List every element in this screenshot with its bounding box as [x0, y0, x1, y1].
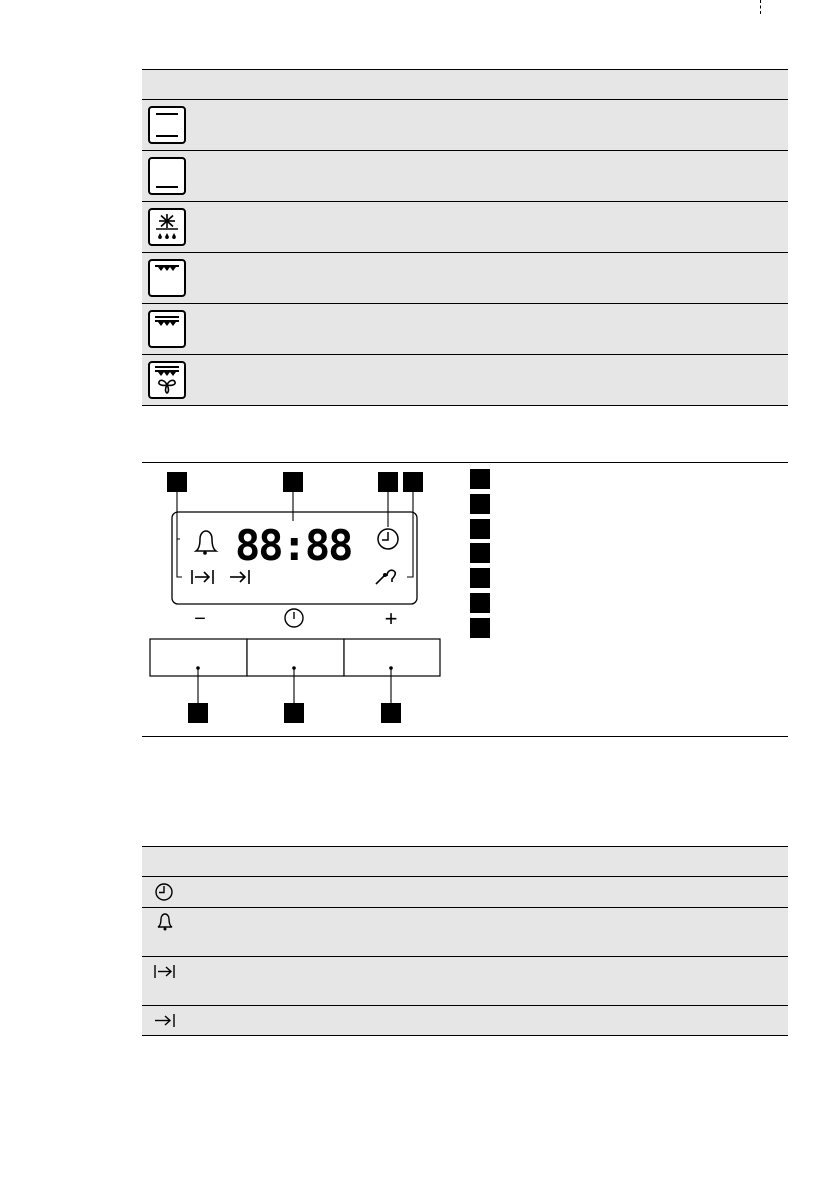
- plus-button[interactable]: [344, 639, 440, 676]
- table-row: [142, 202, 788, 253]
- table-row: [142, 100, 788, 151]
- fast-grill-icon: [147, 309, 187, 349]
- top-bottom-heat-icon: [147, 105, 187, 145]
- bottom-heat-icon: [147, 156, 187, 196]
- legend-marker: [470, 494, 490, 514]
- callout-marker: [283, 472, 303, 492]
- plus-symbol: +: [384, 606, 398, 631]
- display-illustration: [142, 463, 462, 736]
- table-row: [142, 877, 788, 908]
- on-off-button[interactable]: [247, 639, 344, 676]
- minute-minder-icon: [152, 912, 180, 934]
- clock-functions-table: [142, 846, 788, 1036]
- callout-marker: [188, 703, 208, 723]
- table-row: [142, 908, 788, 957]
- bell-icon: [196, 531, 216, 551]
- table-row: [142, 304, 788, 355]
- table-row: [142, 957, 788, 1006]
- table-row: [142, 151, 788, 202]
- turbo-grill-icon: [147, 360, 187, 400]
- callout-marker: [403, 472, 423, 492]
- diagram-legend: [470, 469, 490, 643]
- legend-marker: [470, 469, 490, 489]
- clock-functions-table-header: [142, 846, 788, 877]
- callout-marker: [284, 703, 304, 723]
- duration-icon: [152, 961, 180, 983]
- duration-icon: [192, 570, 213, 584]
- table-row: [142, 1006, 788, 1036]
- heating-modes-table-header: [142, 69, 788, 100]
- clock-icon: [152, 881, 180, 903]
- grill-icon: [147, 258, 187, 298]
- callout-marker: [378, 472, 398, 492]
- end-icon: [230, 570, 249, 584]
- legend-marker: [470, 568, 490, 588]
- table-row: [142, 253, 788, 304]
- legend-marker: [470, 519, 490, 539]
- clock-icon: [378, 529, 398, 549]
- legend-marker: [470, 593, 490, 613]
- food-sensor-icon: [376, 570, 395, 584]
- table-row: [142, 355, 788, 406]
- cut-mark: [760, 0, 761, 14]
- minus-symbol: −: [194, 608, 206, 630]
- heating-modes-table: [142, 69, 788, 406]
- callout-marker: [167, 472, 187, 492]
- time-readout: 88:88: [235, 521, 352, 570]
- callout-marker: [381, 703, 401, 723]
- on-off-icon: [285, 609, 303, 627]
- defrost-icon: [147, 207, 187, 247]
- end-icon: [152, 1010, 180, 1032]
- legend-marker: [470, 618, 490, 638]
- control-panel-diagram: [142, 462, 788, 737]
- legend-marker: [470, 543, 490, 563]
